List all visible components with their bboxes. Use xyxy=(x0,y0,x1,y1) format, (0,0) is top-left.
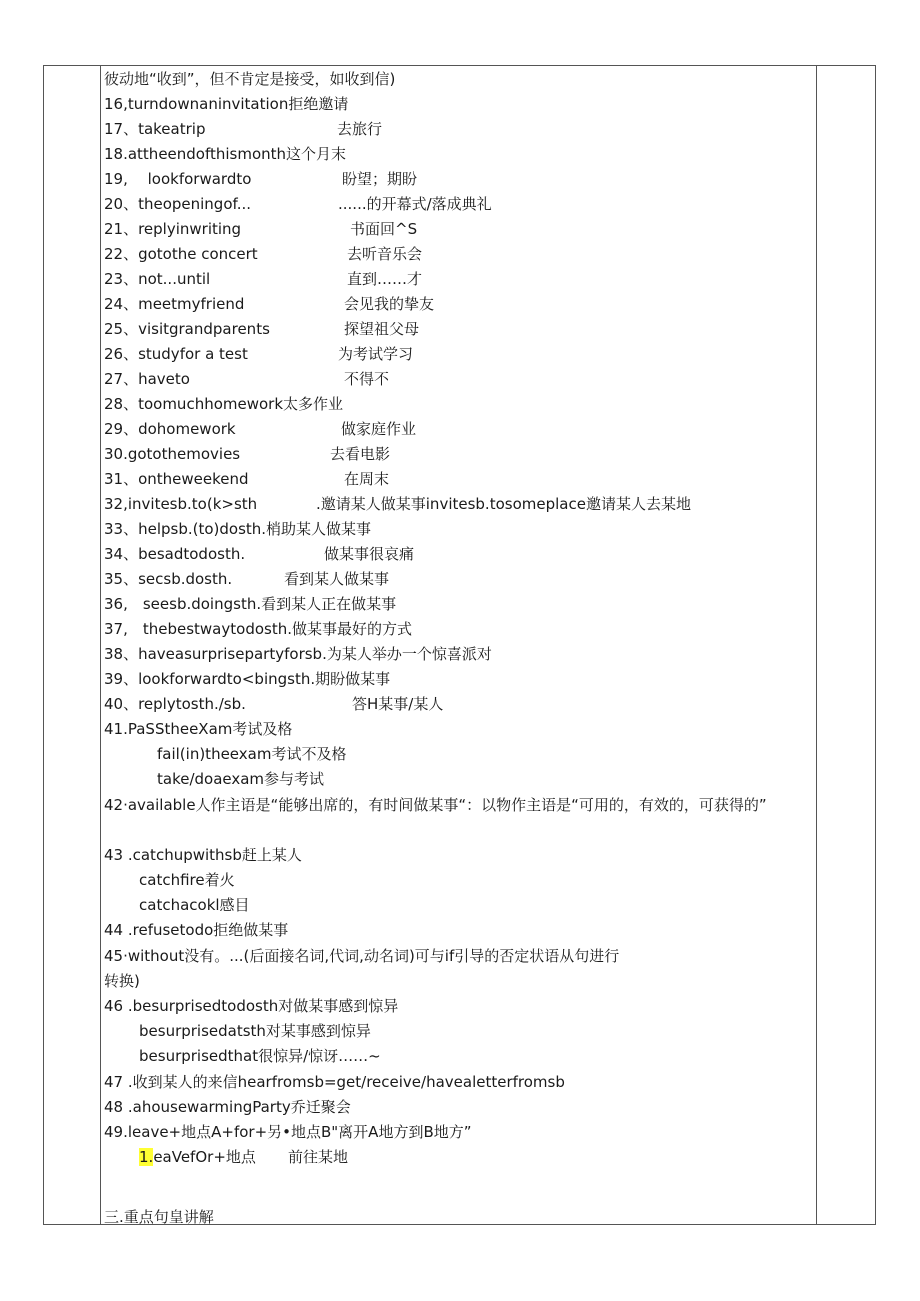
phrase-42: 42·available人作主语是“能够出席的，有时间做某事“：以物作主语是“可用的，有效的，可获得的” xyxy=(104,796,767,814)
phrase-16: 16,turndownaninvitation拒绝邀请 xyxy=(104,95,349,113)
phrase-32-en: 32,invitesb.to(k>sth xyxy=(104,495,258,513)
phrase-46-sub-2: besurprisedthat很惊异/惊讶……~ xyxy=(139,1047,381,1065)
phrase-27-cn: 不得不 xyxy=(344,370,390,388)
phrase-37: 37, thebestwaytodosth.做某事最好的方式 xyxy=(104,620,412,638)
phrase-21-en: 21、replyinwriting xyxy=(104,220,242,238)
phrase-22 xyxy=(104,243,423,265)
phrase-49: 49.leave+地点A+for+另•地点B"离开A地方到B地方” xyxy=(104,1123,472,1141)
phrase-21 xyxy=(104,218,418,240)
phrase-41: 41.PaSStheeXam考试及格 xyxy=(104,720,293,738)
phrase-33: 33、helpsb.(to)dosth.梢助某人做某事 xyxy=(104,520,372,538)
phrase-32 xyxy=(104,493,691,515)
phrase-34 xyxy=(104,543,415,565)
phrase-17 xyxy=(104,118,383,140)
phrase-43: 43 .catchupwithsb赶上某人 xyxy=(104,846,302,864)
phrase-35-cn: 看到某人做某事 xyxy=(284,570,390,588)
phrase-39: 39、lookforwardto<bingsth.期盼做某事 xyxy=(104,670,391,688)
phrase-28: 28、toomuchhomework太多作业 xyxy=(104,395,344,413)
phrase-30-en: 30.gotothemovies xyxy=(104,445,241,463)
phrase-30 xyxy=(104,443,391,465)
highlight-mark: 1. xyxy=(139,1148,154,1166)
phrase-47: 47 .收到某人的来信hearfromsb=get/receive/havealetterfromsb xyxy=(104,1073,565,1091)
phrase-25-cn: 探望祖父母 xyxy=(344,320,420,338)
phrase-31 xyxy=(104,468,390,490)
phrase-30-cn: 去看电影 xyxy=(330,445,391,463)
phrase-23-en: 23、not...until xyxy=(104,270,211,288)
text-line: 彼动地“收到”，但不肯定是接受，如收到信) xyxy=(104,70,396,88)
phrase-25-en: 25、visitgrandparents xyxy=(104,320,270,338)
phrase-20-cn: ......的开幕式/落成典礼 xyxy=(338,195,492,213)
phrase-25 xyxy=(104,318,420,340)
phrase-49-sub xyxy=(139,1146,349,1168)
phrase-49-sub-en: eaVefOr+地点 xyxy=(153,1148,256,1166)
phrase-23 xyxy=(104,268,423,290)
table-column-divider-right xyxy=(816,65,817,1225)
phrase-26-en: 26、studyfor a test xyxy=(104,345,248,363)
phrase-20 xyxy=(104,193,492,215)
phrase-35-en: 35、secsb.dosth. xyxy=(104,570,233,588)
phrase-36: 36, seesb.doingsth.看到某人正在做某事 xyxy=(104,595,397,613)
phrase-29 xyxy=(104,418,417,440)
phrase-38: 38、haveasurprisepartyforsb.为某人举办一个惊喜派对 xyxy=(104,645,492,663)
phrase-35 xyxy=(104,568,390,590)
phrase-40 xyxy=(104,693,444,715)
phrase-40-cn: 答H某事/某人 xyxy=(352,695,444,713)
section-heading: 三.重点句皇讲解 xyxy=(104,1208,214,1226)
phrase-17-en: 17、takeatrip xyxy=(104,120,206,138)
phrase-22-en: 22、gotothe concert xyxy=(104,245,258,263)
phrase-24-en: 24、meetmyfriend xyxy=(104,295,245,313)
phrase-18: 18.attheendofthismonth这个月末 xyxy=(104,145,347,163)
phrase-44: 44 .refusetodo拒绝做某事 xyxy=(104,921,289,939)
phrase-34-cn: 做某事很哀痛 xyxy=(324,545,415,563)
phrase-31-cn: 在周末 xyxy=(344,470,390,488)
phrase-19-en: 19, lookforwardto xyxy=(104,170,252,188)
phrase-41-sub-2: take/doaexam参与考试 xyxy=(157,770,325,788)
phrase-41-sub-1: fail(in)theexam考试不及格 xyxy=(157,745,347,763)
phrase-19-cn: 盼望；期盼 xyxy=(342,170,418,188)
phrase-23-cn: 直到……才 xyxy=(347,270,423,288)
phrase-24-cn: 会见我的挚友 xyxy=(344,295,435,313)
phrase-22-cn: 去听音乐会 xyxy=(347,245,423,263)
phrase-26-cn: 为考试学习 xyxy=(338,345,414,363)
phrase-21-cn: 书面回^S xyxy=(350,220,418,238)
phrase-27 xyxy=(104,368,390,390)
phrase-31-en: 31、ontheweekend xyxy=(104,470,249,488)
phrase-45: 45·without没有。...(后面接名词,代词,动名词)可与if引导的否定状语从句进行 xyxy=(104,947,620,965)
phrase-45-cont: 转换) xyxy=(104,972,140,990)
phrase-32-cn: .邀请某人做某事invitesb.tosomeplace邀请某人去某地 xyxy=(316,495,691,513)
phrase-29-en: 29、dohomework xyxy=(104,420,236,438)
table-column-divider-left xyxy=(100,65,101,1225)
phrase-48: 48 .ahousewarmingParty乔迁聚会 xyxy=(104,1098,351,1116)
phrase-24 xyxy=(104,293,435,315)
phrase-26 xyxy=(104,343,414,365)
phrase-43-sub-1: catchfire着火 xyxy=(139,871,235,889)
phrase-43-sub-2: catchacokl感目 xyxy=(139,896,250,914)
phrase-27-en: 27、haveto xyxy=(104,370,190,388)
phrase-17-cn: 去旅行 xyxy=(337,120,383,138)
phrase-46: 46 .besurprisedtodosth对做某事感到惊异 xyxy=(104,997,399,1015)
phrase-46-sub-1: besurprisedatsth对某事感到惊异 xyxy=(139,1022,371,1040)
phrase-29-cn: 做家庭作业 xyxy=(341,420,417,438)
phrase-49-sub-cn: 前往某地 xyxy=(288,1148,349,1166)
phrase-19 xyxy=(104,168,418,190)
phrase-20-en: 20、theopeningof... xyxy=(104,195,252,213)
phrase-40-en: 40、replytosth./sb. xyxy=(104,695,246,713)
phrase-34-en: 34、besadtodosth. xyxy=(104,545,246,563)
